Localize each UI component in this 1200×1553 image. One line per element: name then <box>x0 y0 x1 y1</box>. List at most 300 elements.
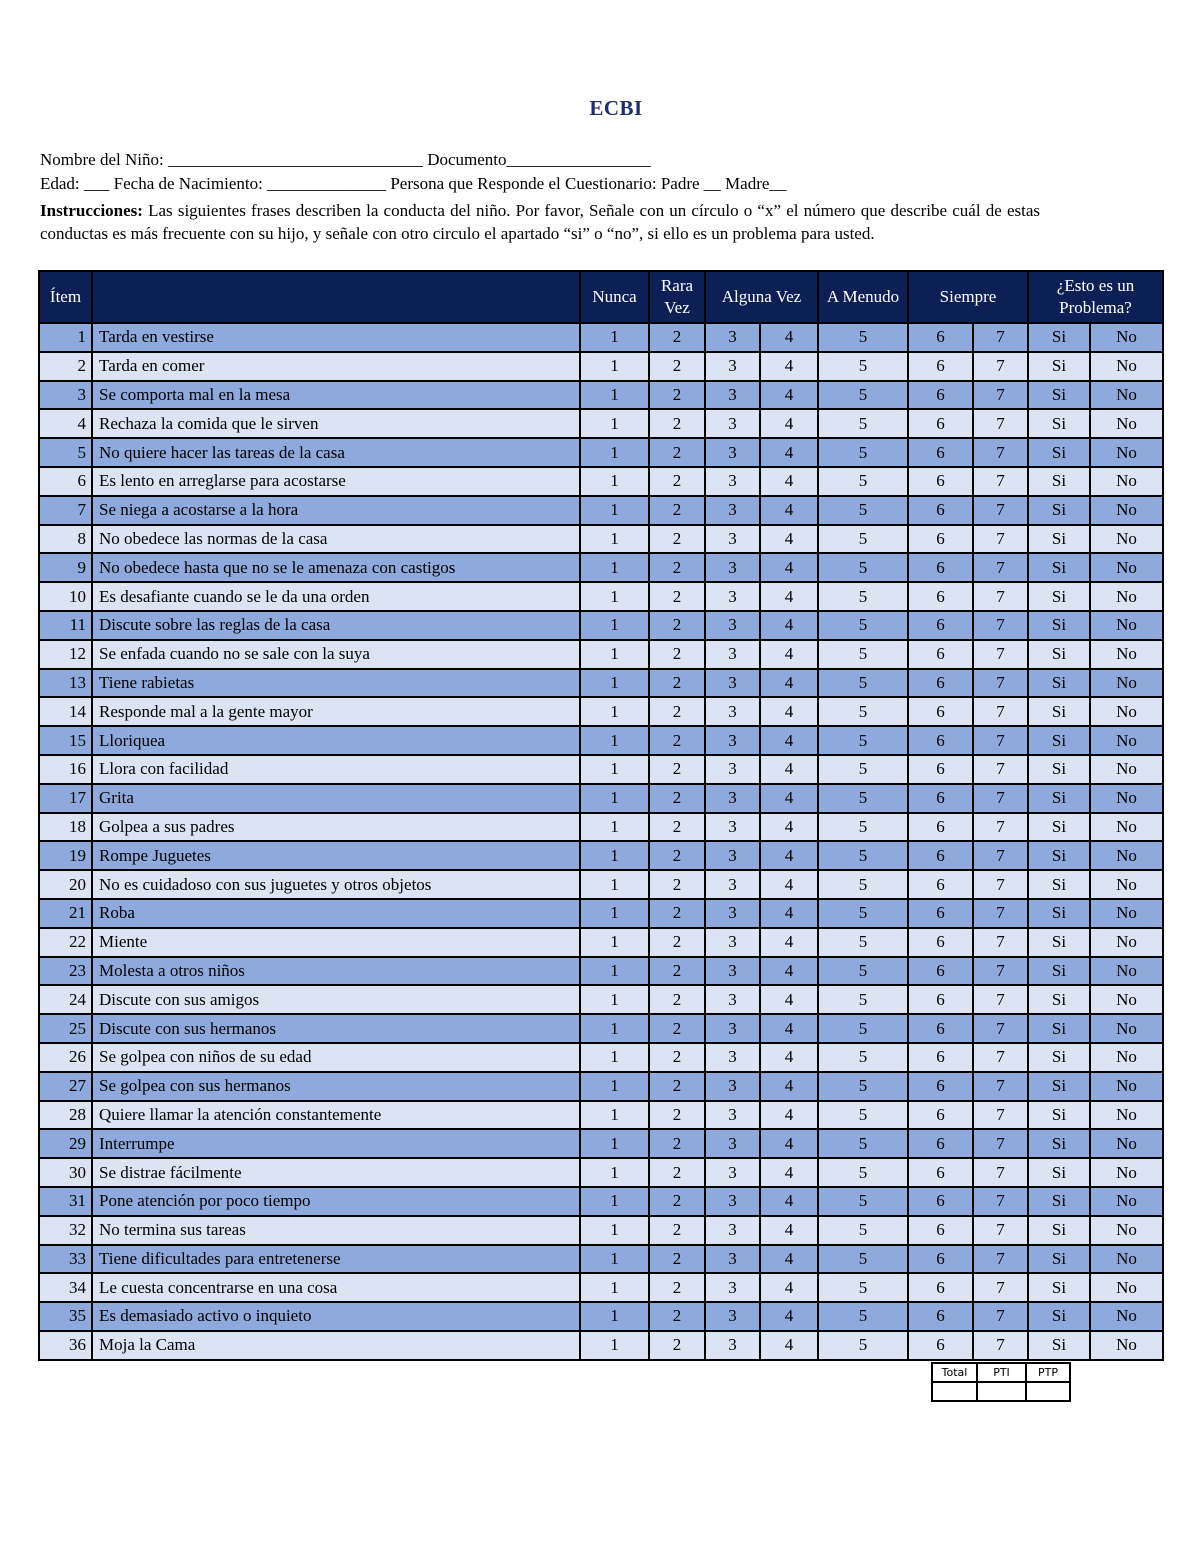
scale-option-5[interactable]: 5 <box>818 669 908 698</box>
scale-option-6[interactable]: 6 <box>908 352 973 381</box>
scale-option-2[interactable]: 2 <box>649 726 705 755</box>
scale-option-5[interactable]: 5 <box>818 1216 908 1245</box>
scale-option-7[interactable]: 7 <box>973 784 1028 813</box>
scale-option-2[interactable]: 2 <box>649 841 705 870</box>
scale-option-3[interactable]: 3 <box>705 784 760 813</box>
scale-option-1[interactable]: 1 <box>580 985 649 1014</box>
scale-option-6[interactable]: 6 <box>908 870 973 899</box>
scale-option-5[interactable]: 5 <box>818 323 908 352</box>
scale-option-3[interactable]: 3 <box>705 525 760 554</box>
problem-no-option[interactable]: No <box>1090 755 1163 784</box>
scale-option-1[interactable]: 1 <box>580 1331 649 1360</box>
scale-option-2[interactable]: 2 <box>649 467 705 496</box>
scale-option-4[interactable]: 4 <box>760 582 818 611</box>
scale-option-5[interactable]: 5 <box>818 899 908 928</box>
problem-yes-option[interactable]: Si <box>1028 323 1090 352</box>
problem-no-option[interactable]: No <box>1090 1245 1163 1274</box>
problem-yes-option[interactable]: Si <box>1028 553 1090 582</box>
scale-option-2[interactable]: 2 <box>649 1216 705 1245</box>
scale-option-1[interactable]: 1 <box>580 467 649 496</box>
scale-option-2[interactable]: 2 <box>649 1245 705 1274</box>
scale-option-4[interactable]: 4 <box>760 1101 818 1130</box>
scale-option-2[interactable]: 2 <box>649 985 705 1014</box>
problem-yes-option[interactable]: Si <box>1028 899 1090 928</box>
scale-option-7[interactable]: 7 <box>973 1187 1028 1216</box>
scale-option-2[interactable]: 2 <box>649 784 705 813</box>
scale-option-7[interactable]: 7 <box>973 928 1028 957</box>
scale-option-5[interactable]: 5 <box>818 1014 908 1043</box>
scale-option-2[interactable]: 2 <box>649 669 705 698</box>
scale-option-6[interactable]: 6 <box>908 381 973 410</box>
scale-option-7[interactable]: 7 <box>973 755 1028 784</box>
scale-option-4[interactable]: 4 <box>760 438 818 467</box>
scale-option-1[interactable]: 1 <box>580 669 649 698</box>
problem-no-option[interactable]: No <box>1090 870 1163 899</box>
problem-no-option[interactable]: No <box>1090 1216 1163 1245</box>
scale-option-1[interactable]: 1 <box>580 1072 649 1101</box>
scale-option-3[interactable]: 3 <box>705 1158 760 1187</box>
problem-yes-option[interactable]: Si <box>1028 438 1090 467</box>
scale-option-5[interactable]: 5 <box>818 381 908 410</box>
scale-option-2[interactable]: 2 <box>649 582 705 611</box>
scale-option-3[interactable]: 3 <box>705 1216 760 1245</box>
scale-option-5[interactable]: 5 <box>818 1101 908 1130</box>
scale-option-3[interactable]: 3 <box>705 1043 760 1072</box>
problem-no-option[interactable]: No <box>1090 1101 1163 1130</box>
scale-option-5[interactable]: 5 <box>818 1129 908 1158</box>
scale-option-7[interactable]: 7 <box>973 381 1028 410</box>
scale-option-1[interactable]: 1 <box>580 381 649 410</box>
scale-option-3[interactable]: 3 <box>705 1245 760 1274</box>
scale-option-5[interactable]: 5 <box>818 813 908 842</box>
scale-option-7[interactable]: 7 <box>973 525 1028 554</box>
scale-option-4[interactable]: 4 <box>760 467 818 496</box>
scale-option-4[interactable]: 4 <box>760 841 818 870</box>
problem-no-option[interactable]: No <box>1090 381 1163 410</box>
scale-option-6[interactable]: 6 <box>908 726 973 755</box>
problem-yes-option[interactable]: Si <box>1028 784 1090 813</box>
problem-yes-option[interactable]: Si <box>1028 813 1090 842</box>
scale-option-7[interactable]: 7 <box>973 582 1028 611</box>
scale-option-3[interactable]: 3 <box>705 352 760 381</box>
scale-option-1[interactable]: 1 <box>580 1158 649 1187</box>
problem-yes-option[interactable]: Si <box>1028 957 1090 986</box>
scale-option-3[interactable]: 3 <box>705 957 760 986</box>
scale-option-6[interactable]: 6 <box>908 1331 973 1360</box>
scale-option-3[interactable]: 3 <box>705 755 760 784</box>
scale-option-2[interactable]: 2 <box>649 899 705 928</box>
problem-yes-option[interactable]: Si <box>1028 381 1090 410</box>
problem-no-option[interactable]: No <box>1090 1014 1163 1043</box>
scale-option-1[interactable]: 1 <box>580 755 649 784</box>
scale-option-6[interactable]: 6 <box>908 1216 973 1245</box>
scale-option-2[interactable]: 2 <box>649 525 705 554</box>
scale-option-4[interactable]: 4 <box>760 381 818 410</box>
total-value-cell[interactable] <box>932 1382 977 1401</box>
scale-option-1[interactable]: 1 <box>580 438 649 467</box>
scale-option-4[interactable]: 4 <box>760 697 818 726</box>
scale-option-6[interactable]: 6 <box>908 755 973 784</box>
problem-no-option[interactable]: No <box>1090 697 1163 726</box>
scale-option-5[interactable]: 5 <box>818 697 908 726</box>
scale-option-7[interactable]: 7 <box>973 1043 1028 1072</box>
problem-yes-option[interactable]: Si <box>1028 1245 1090 1274</box>
scale-option-4[interactable]: 4 <box>760 323 818 352</box>
scale-option-6[interactable]: 6 <box>908 1101 973 1130</box>
scale-option-6[interactable]: 6 <box>908 669 973 698</box>
scale-option-7[interactable]: 7 <box>973 1014 1028 1043</box>
scale-option-7[interactable]: 7 <box>973 985 1028 1014</box>
scale-option-1[interactable]: 1 <box>580 1216 649 1245</box>
scale-option-7[interactable]: 7 <box>973 870 1028 899</box>
scale-option-6[interactable]: 6 <box>908 697 973 726</box>
scale-option-6[interactable]: 6 <box>908 611 973 640</box>
scale-option-7[interactable]: 7 <box>973 409 1028 438</box>
scale-option-5[interactable]: 5 <box>818 1072 908 1101</box>
scale-option-2[interactable]: 2 <box>649 697 705 726</box>
scale-option-1[interactable]: 1 <box>580 323 649 352</box>
problem-no-option[interactable]: No <box>1090 1302 1163 1331</box>
scale-option-3[interactable]: 3 <box>705 985 760 1014</box>
problem-yes-option[interactable]: Si <box>1028 985 1090 1014</box>
scale-option-4[interactable]: 4 <box>760 669 818 698</box>
scale-option-2[interactable]: 2 <box>649 870 705 899</box>
scale-option-3[interactable]: 3 <box>705 496 760 525</box>
problem-no-option[interactable]: No <box>1090 813 1163 842</box>
problem-yes-option[interactable]: Si <box>1028 928 1090 957</box>
scale-option-6[interactable]: 6 <box>908 438 973 467</box>
scale-option-5[interactable]: 5 <box>818 611 908 640</box>
problem-no-option[interactable]: No <box>1090 985 1163 1014</box>
scale-option-5[interactable]: 5 <box>818 1158 908 1187</box>
scale-option-7[interactable]: 7 <box>973 1129 1028 1158</box>
scale-option-6[interactable]: 6 <box>908 1043 973 1072</box>
scale-option-4[interactable]: 4 <box>760 870 818 899</box>
scale-option-1[interactable]: 1 <box>580 928 649 957</box>
problem-yes-option[interactable]: Si <box>1028 870 1090 899</box>
scale-option-2[interactable]: 2 <box>649 553 705 582</box>
scale-option-5[interactable]: 5 <box>818 841 908 870</box>
problem-no-option[interactable]: No <box>1090 1158 1163 1187</box>
scale-option-1[interactable]: 1 <box>580 1043 649 1072</box>
scale-option-5[interactable]: 5 <box>818 726 908 755</box>
scale-option-5[interactable]: 5 <box>818 525 908 554</box>
problem-yes-option[interactable]: Si <box>1028 467 1090 496</box>
scale-option-4[interactable]: 4 <box>760 1302 818 1331</box>
problem-yes-option[interactable]: Si <box>1028 1216 1090 1245</box>
scale-option-7[interactable]: 7 <box>973 323 1028 352</box>
scale-option-6[interactable]: 6 <box>908 1245 973 1274</box>
scale-option-6[interactable]: 6 <box>908 553 973 582</box>
problem-yes-option[interactable]: Si <box>1028 1273 1090 1302</box>
scale-option-5[interactable]: 5 <box>818 438 908 467</box>
scale-option-3[interactable]: 3 <box>705 841 760 870</box>
scale-option-5[interactable]: 5 <box>818 640 908 669</box>
scale-option-2[interactable]: 2 <box>649 1331 705 1360</box>
scale-option-2[interactable]: 2 <box>649 1273 705 1302</box>
scale-option-3[interactable]: 3 <box>705 1072 760 1101</box>
scale-option-7[interactable]: 7 <box>973 496 1028 525</box>
scale-option-4[interactable]: 4 <box>760 1014 818 1043</box>
scale-option-5[interactable]: 5 <box>818 957 908 986</box>
scale-option-1[interactable]: 1 <box>580 1245 649 1274</box>
scale-option-4[interactable]: 4 <box>760 784 818 813</box>
problem-no-option[interactable]: No <box>1090 726 1163 755</box>
scale-option-4[interactable]: 4 <box>760 1187 818 1216</box>
scale-option-7[interactable]: 7 <box>973 1331 1028 1360</box>
problem-yes-option[interactable]: Si <box>1028 1043 1090 1072</box>
scale-option-2[interactable]: 2 <box>649 957 705 986</box>
problem-no-option[interactable]: No <box>1090 438 1163 467</box>
scale-option-3[interactable]: 3 <box>705 1187 760 1216</box>
scale-option-3[interactable]: 3 <box>705 381 760 410</box>
problem-yes-option[interactable]: Si <box>1028 697 1090 726</box>
scale-option-3[interactable]: 3 <box>705 640 760 669</box>
problem-yes-option[interactable]: Si <box>1028 1014 1090 1043</box>
scale-option-2[interactable]: 2 <box>649 1101 705 1130</box>
scale-option-6[interactable]: 6 <box>908 1187 973 1216</box>
ptp-value-cell[interactable] <box>1026 1382 1070 1401</box>
scale-option-2[interactable]: 2 <box>649 1158 705 1187</box>
problem-no-option[interactable]: No <box>1090 957 1163 986</box>
scale-option-4[interactable]: 4 <box>760 1273 818 1302</box>
scale-option-4[interactable]: 4 <box>760 755 818 784</box>
problem-no-option[interactable]: No <box>1090 1072 1163 1101</box>
scale-option-3[interactable]: 3 <box>705 438 760 467</box>
problem-no-option[interactable]: No <box>1090 1273 1163 1302</box>
scale-option-3[interactable]: 3 <box>705 1014 760 1043</box>
scale-option-6[interactable]: 6 <box>908 467 973 496</box>
scale-option-6[interactable]: 6 <box>908 409 973 438</box>
scale-option-4[interactable]: 4 <box>760 640 818 669</box>
scale-option-7[interactable]: 7 <box>973 813 1028 842</box>
scale-option-7[interactable]: 7 <box>973 697 1028 726</box>
scale-option-4[interactable]: 4 <box>760 1072 818 1101</box>
scale-option-3[interactable]: 3 <box>705 1273 760 1302</box>
scale-option-2[interactable]: 2 <box>649 755 705 784</box>
problem-no-option[interactable]: No <box>1090 1331 1163 1360</box>
scale-option-5[interactable]: 5 <box>818 1302 908 1331</box>
scale-option-4[interactable]: 4 <box>760 553 818 582</box>
problem-no-option[interactable]: No <box>1090 1187 1163 1216</box>
scale-option-5[interactable]: 5 <box>818 496 908 525</box>
problem-no-option[interactable]: No <box>1090 323 1163 352</box>
scale-option-3[interactable]: 3 <box>705 899 760 928</box>
scale-option-1[interactable]: 1 <box>580 899 649 928</box>
scale-option-5[interactable]: 5 <box>818 985 908 1014</box>
scale-option-3[interactable]: 3 <box>705 1331 760 1360</box>
scale-option-7[interactable]: 7 <box>973 352 1028 381</box>
scale-option-3[interactable]: 3 <box>705 870 760 899</box>
scale-option-3[interactable]: 3 <box>705 1101 760 1130</box>
scale-option-4[interactable]: 4 <box>760 1158 818 1187</box>
problem-no-option[interactable]: No <box>1090 669 1163 698</box>
scale-option-1[interactable]: 1 <box>580 525 649 554</box>
scale-option-6[interactable]: 6 <box>908 899 973 928</box>
scale-option-3[interactable]: 3 <box>705 726 760 755</box>
scale-option-1[interactable]: 1 <box>580 957 649 986</box>
scale-option-4[interactable]: 4 <box>760 899 818 928</box>
scale-option-2[interactable]: 2 <box>649 1014 705 1043</box>
problem-no-option[interactable]: No <box>1090 1129 1163 1158</box>
scale-option-3[interactable]: 3 <box>705 323 760 352</box>
scale-option-1[interactable]: 1 <box>580 582 649 611</box>
scale-option-4[interactable]: 4 <box>760 813 818 842</box>
scale-option-6[interactable]: 6 <box>908 813 973 842</box>
problem-yes-option[interactable]: Si <box>1028 1129 1090 1158</box>
scale-option-2[interactable]: 2 <box>649 496 705 525</box>
scale-option-7[interactable]: 7 <box>973 726 1028 755</box>
problem-yes-option[interactable]: Si <box>1028 611 1090 640</box>
problem-yes-option[interactable]: Si <box>1028 669 1090 698</box>
scale-option-3[interactable]: 3 <box>705 409 760 438</box>
scale-option-6[interactable]: 6 <box>908 525 973 554</box>
scale-option-5[interactable]: 5 <box>818 1273 908 1302</box>
scale-option-3[interactable]: 3 <box>705 553 760 582</box>
problem-yes-option[interactable]: Si <box>1028 582 1090 611</box>
scale-option-7[interactable]: 7 <box>973 957 1028 986</box>
scale-option-6[interactable]: 6 <box>908 1014 973 1043</box>
scale-option-3[interactable]: 3 <box>705 582 760 611</box>
scale-option-1[interactable]: 1 <box>580 1101 649 1130</box>
problem-yes-option[interactable]: Si <box>1028 640 1090 669</box>
scale-option-7[interactable]: 7 <box>973 1158 1028 1187</box>
scale-option-3[interactable]: 3 <box>705 467 760 496</box>
scale-option-4[interactable]: 4 <box>760 957 818 986</box>
scale-option-2[interactable]: 2 <box>649 438 705 467</box>
problem-yes-option[interactable]: Si <box>1028 525 1090 554</box>
problem-yes-option[interactable]: Si <box>1028 1187 1090 1216</box>
problem-no-option[interactable]: No <box>1090 352 1163 381</box>
scale-option-1[interactable]: 1 <box>580 1014 649 1043</box>
problem-no-option[interactable]: No <box>1090 525 1163 554</box>
scale-option-5[interactable]: 5 <box>818 870 908 899</box>
scale-option-3[interactable]: 3 <box>705 611 760 640</box>
problem-yes-option[interactable]: Si <box>1028 1302 1090 1331</box>
problem-no-option[interactable]: No <box>1090 928 1163 957</box>
scale-option-6[interactable]: 6 <box>908 640 973 669</box>
scale-option-5[interactable]: 5 <box>818 928 908 957</box>
scale-option-6[interactable]: 6 <box>908 496 973 525</box>
scale-option-2[interactable]: 2 <box>649 409 705 438</box>
scale-option-5[interactable]: 5 <box>818 352 908 381</box>
problem-no-option[interactable]: No <box>1090 611 1163 640</box>
pti-value-cell[interactable] <box>977 1382 1026 1401</box>
scale-option-7[interactable]: 7 <box>973 467 1028 496</box>
scale-option-2[interactable]: 2 <box>649 323 705 352</box>
scale-option-6[interactable]: 6 <box>908 1273 973 1302</box>
scale-option-5[interactable]: 5 <box>818 582 908 611</box>
scale-option-5[interactable]: 5 <box>818 467 908 496</box>
scale-option-4[interactable]: 4 <box>760 409 818 438</box>
scale-option-1[interactable]: 1 <box>580 640 649 669</box>
problem-yes-option[interactable]: Si <box>1028 841 1090 870</box>
scale-option-1[interactable]: 1 <box>580 784 649 813</box>
problem-no-option[interactable]: No <box>1090 640 1163 669</box>
problem-yes-option[interactable]: Si <box>1028 409 1090 438</box>
scale-option-6[interactable]: 6 <box>908 1072 973 1101</box>
scale-option-7[interactable]: 7 <box>973 438 1028 467</box>
scale-option-7[interactable]: 7 <box>973 899 1028 928</box>
scale-option-4[interactable]: 4 <box>760 928 818 957</box>
problem-no-option[interactable]: No <box>1090 409 1163 438</box>
scale-option-2[interactable]: 2 <box>649 1302 705 1331</box>
scale-option-6[interactable]: 6 <box>908 957 973 986</box>
scale-option-3[interactable]: 3 <box>705 697 760 726</box>
scale-option-1[interactable]: 1 <box>580 1302 649 1331</box>
scale-option-6[interactable]: 6 <box>908 1158 973 1187</box>
scale-option-4[interactable]: 4 <box>760 525 818 554</box>
scale-option-5[interactable]: 5 <box>818 1245 908 1274</box>
problem-no-option[interactable]: No <box>1090 553 1163 582</box>
scale-option-6[interactable]: 6 <box>908 784 973 813</box>
scale-option-1[interactable]: 1 <box>580 553 649 582</box>
scale-option-7[interactable]: 7 <box>973 611 1028 640</box>
scale-option-7[interactable]: 7 <box>973 669 1028 698</box>
scale-option-4[interactable]: 4 <box>760 1043 818 1072</box>
scale-option-1[interactable]: 1 <box>580 841 649 870</box>
scale-option-1[interactable]: 1 <box>580 1129 649 1158</box>
problem-no-option[interactable]: No <box>1090 582 1163 611</box>
scale-option-1[interactable]: 1 <box>580 1273 649 1302</box>
scale-option-7[interactable]: 7 <box>973 841 1028 870</box>
scale-option-6[interactable]: 6 <box>908 582 973 611</box>
scale-option-4[interactable]: 4 <box>760 726 818 755</box>
problem-yes-option[interactable]: Si <box>1028 496 1090 525</box>
scale-option-6[interactable]: 6 <box>908 985 973 1014</box>
scale-option-2[interactable]: 2 <box>649 352 705 381</box>
scale-option-5[interactable]: 5 <box>818 1187 908 1216</box>
scale-option-6[interactable]: 6 <box>908 323 973 352</box>
scale-option-6[interactable]: 6 <box>908 841 973 870</box>
problem-yes-option[interactable]: Si <box>1028 726 1090 755</box>
scale-option-2[interactable]: 2 <box>649 381 705 410</box>
problem-no-option[interactable]: No <box>1090 496 1163 525</box>
scale-option-1[interactable]: 1 <box>580 1187 649 1216</box>
problem-no-option[interactable]: No <box>1090 467 1163 496</box>
scale-option-2[interactable]: 2 <box>649 640 705 669</box>
problem-no-option[interactable]: No <box>1090 841 1163 870</box>
scale-option-2[interactable]: 2 <box>649 611 705 640</box>
scale-option-4[interactable]: 4 <box>760 496 818 525</box>
scale-option-3[interactable]: 3 <box>705 1302 760 1331</box>
scale-option-7[interactable]: 7 <box>973 640 1028 669</box>
scale-option-5[interactable]: 5 <box>818 409 908 438</box>
problem-yes-option[interactable]: Si <box>1028 1331 1090 1360</box>
scale-option-4[interactable]: 4 <box>760 985 818 1014</box>
scale-option-3[interactable]: 3 <box>705 928 760 957</box>
scale-option-5[interactable]: 5 <box>818 755 908 784</box>
problem-no-option[interactable]: No <box>1090 1043 1163 1072</box>
scale-option-7[interactable]: 7 <box>973 1101 1028 1130</box>
scale-option-7[interactable]: 7 <box>973 1273 1028 1302</box>
scale-option-6[interactable]: 6 <box>908 928 973 957</box>
scale-option-1[interactable]: 1 <box>580 352 649 381</box>
scale-option-4[interactable]: 4 <box>760 352 818 381</box>
scale-option-6[interactable]: 6 <box>908 1302 973 1331</box>
scale-option-4[interactable]: 4 <box>760 1245 818 1274</box>
scale-option-1[interactable]: 1 <box>580 611 649 640</box>
scale-option-4[interactable]: 4 <box>760 1129 818 1158</box>
scale-option-3[interactable]: 3 <box>705 669 760 698</box>
scale-option-7[interactable]: 7 <box>973 1245 1028 1274</box>
scale-option-6[interactable]: 6 <box>908 1129 973 1158</box>
scale-option-4[interactable]: 4 <box>760 1331 818 1360</box>
scale-option-4[interactable]: 4 <box>760 611 818 640</box>
scale-option-1[interactable]: 1 <box>580 870 649 899</box>
scale-option-7[interactable]: 7 <box>973 1216 1028 1245</box>
scale-option-7[interactable]: 7 <box>973 553 1028 582</box>
